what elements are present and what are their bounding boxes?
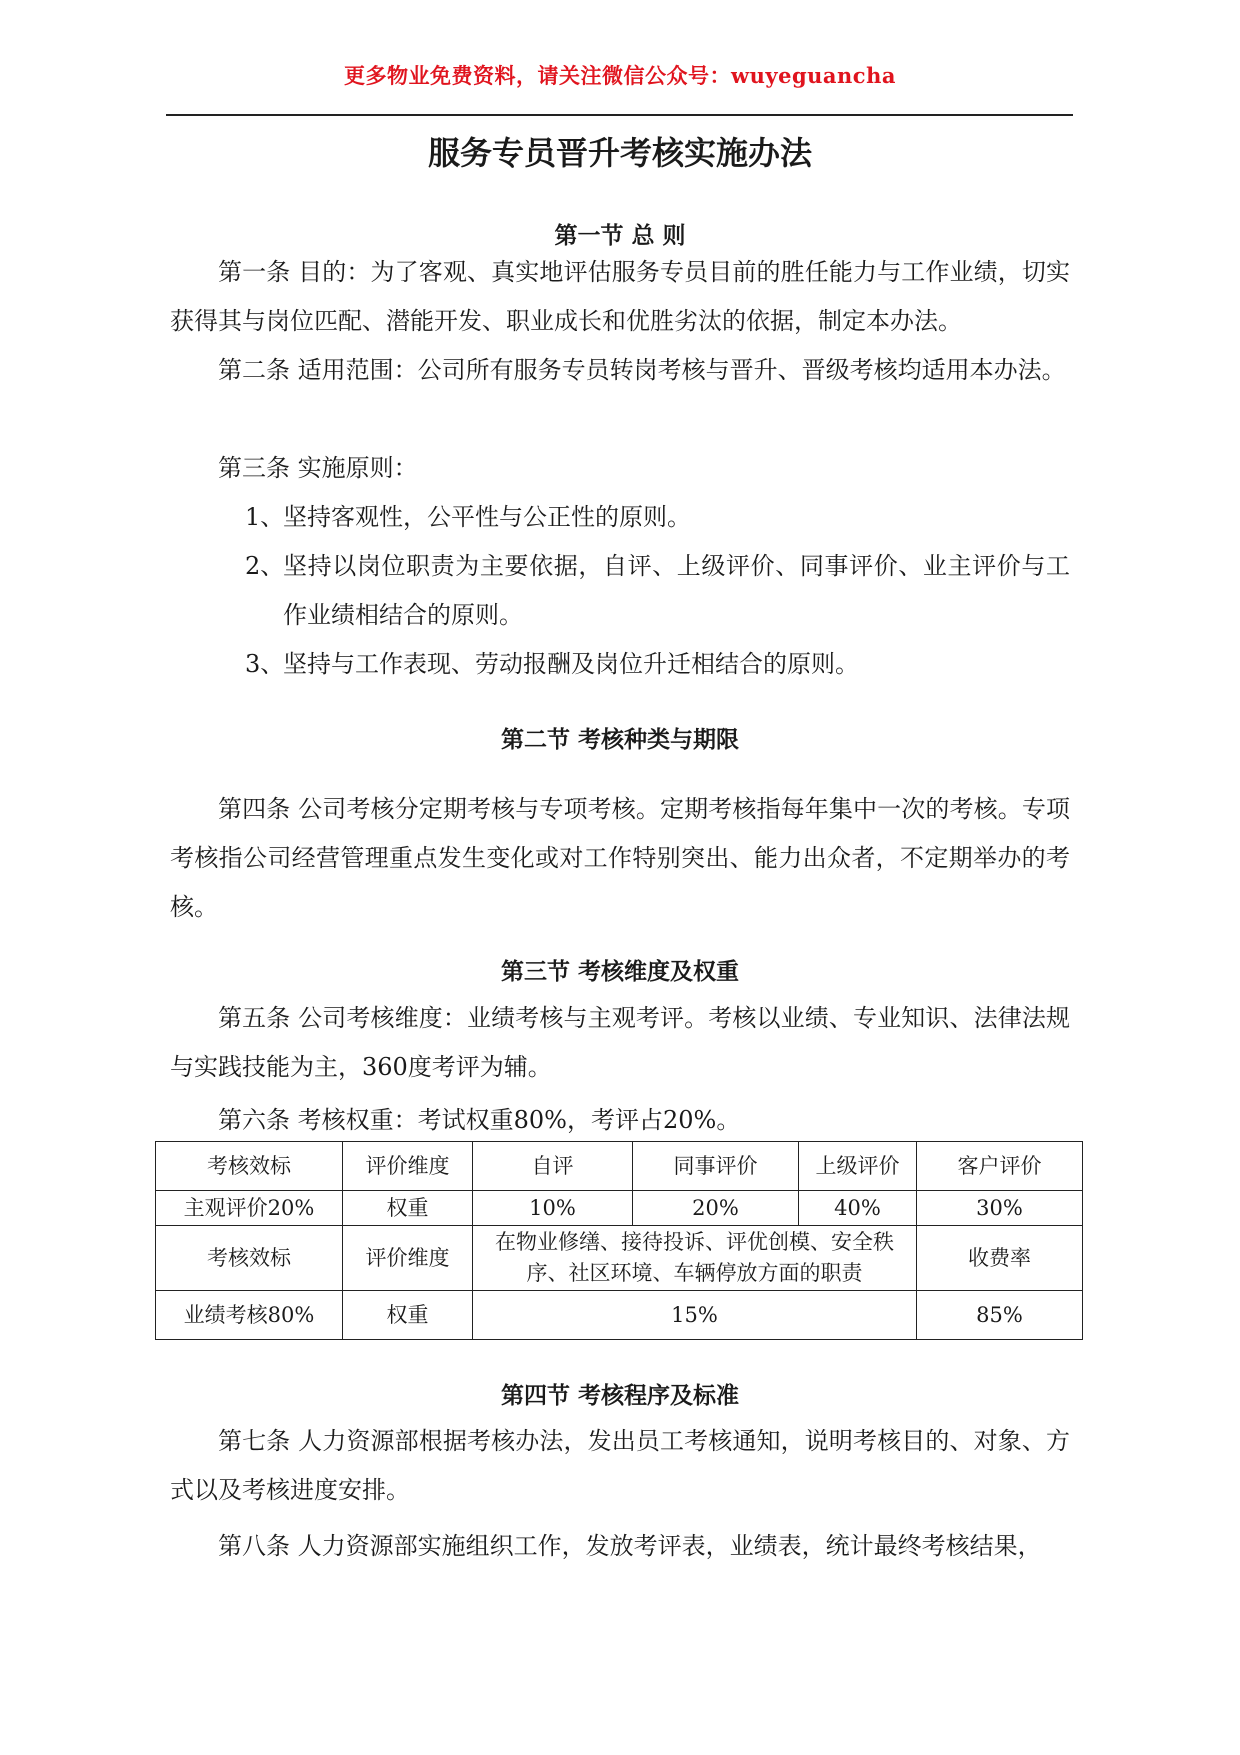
table-row <box>156 1142 1083 1191</box>
table-cell: 考核效标 <box>156 1226 343 1291</box>
article-2: 第二条 适用范围：公司所有服务专员转岗考核与晋升、晋级考核均适用本办法。 <box>218 356 1066 384</box>
table-cell: 评价维度 <box>343 1142 473 1191</box>
table-cell: 85% <box>917 1291 1083 1340</box>
principle-text: 坚持客观性，公平性与公正性的原则。 <box>283 503 691 531</box>
article-6: 第六条 考核权重：考试权重80%，考评占20%。 <box>218 1106 741 1134</box>
section-1-heading: 第一节 总 则 <box>554 222 686 249</box>
table-cell: 自评 <box>473 1142 633 1191</box>
table-cell: 10% <box>473 1191 633 1226</box>
principle-text: 坚持以岗位职责为主要依据，自评、上级评价、同事评价、业主评价与工作业绩相结合的原则。 <box>283 552 1070 629</box>
article-7: 第七条 人力资源部根据考核办法，发出员工考核通知，说明考核目的、对象、方式以及考核进度安排。 <box>170 1427 1070 1504</box>
article-5: 第五条 公司考核维度：业绩考核与主观考评。考核以业绩、专业知识、法律法规与实践技能为主，360度考评为辅。 <box>170 1004 1070 1081</box>
table-cell: 15% <box>473 1291 917 1340</box>
table-cell: 业绩考核80% <box>156 1291 343 1340</box>
section-4-heading: 第四节 考核程序及标准 <box>500 1382 739 1409</box>
table-cell: 同事评价 <box>633 1142 799 1191</box>
table-row <box>156 1291 1083 1340</box>
table-row <box>156 1226 1083 1291</box>
table-cell: 20% <box>633 1191 799 1226</box>
table-cell: 上级评价 <box>799 1142 917 1191</box>
article-8: 第八条 人力资源部实施组织工作，发放考评表，业绩表，统计最终考核结果， <box>218 1532 1042 1560</box>
principle-number: 2、 <box>245 552 285 580</box>
table-row <box>156 1191 1083 1226</box>
section-2-heading: 第二节 考核种类与期限 <box>500 726 739 753</box>
table-cell: 考核效标 <box>156 1142 343 1191</box>
table-cell: 客户评价 <box>917 1142 1083 1191</box>
document-title: 服务专员晋升考核实施办法 <box>427 134 812 172</box>
principle-text: 坚持与工作表现、劳动报酬及岗位升迁相结合的原则。 <box>283 650 859 678</box>
article-1: 第一条 目的：为了客观、真实地评估服务专员目前的胜任能力与工作业绩，切实获得其与岗位匹配、潜能开发、职业成长和优胜劣汰的依据，制定本办法。 <box>170 258 1070 335</box>
section-3-heading: 第三节 考核维度及权重 <box>500 958 739 985</box>
article-4: 第四条 公司考核分定期考核与专项考核。定期考核指每年集中一次的考核。专项考核指公司经营管理重点发生变化或对工作特别突出、能力出众者，不定期举办的考核。 <box>170 795 1070 921</box>
header-rule <box>166 114 1073 116</box>
table-cell: 主观评价20% <box>156 1191 343 1226</box>
table-cell: 权重 <box>343 1191 473 1226</box>
article-3: 第三条 实施原则： <box>218 454 418 482</box>
promo-banner: 更多物业免费资料，请关注微信公众号：wuyeguancha <box>344 63 896 88</box>
principle-number: 1、 <box>245 503 285 531</box>
weight-table <box>155 1141 1083 1340</box>
principle-item <box>245 640 1070 689</box>
table-cell: 40% <box>799 1191 917 1226</box>
principle-item <box>245 493 1070 542</box>
table-cell: 权重 <box>343 1291 473 1340</box>
table-cell: 评价维度 <box>343 1226 473 1291</box>
table-cell: 收费率 <box>917 1226 1083 1291</box>
table-cell: 30% <box>917 1191 1083 1226</box>
principle-item <box>245 542 1070 640</box>
principle-number: 3、 <box>245 650 285 678</box>
table-cell: 在物业修缮、接待投诉、评优创模、安全秩序、社区环境、车辆停放方面的职责 <box>473 1226 917 1291</box>
